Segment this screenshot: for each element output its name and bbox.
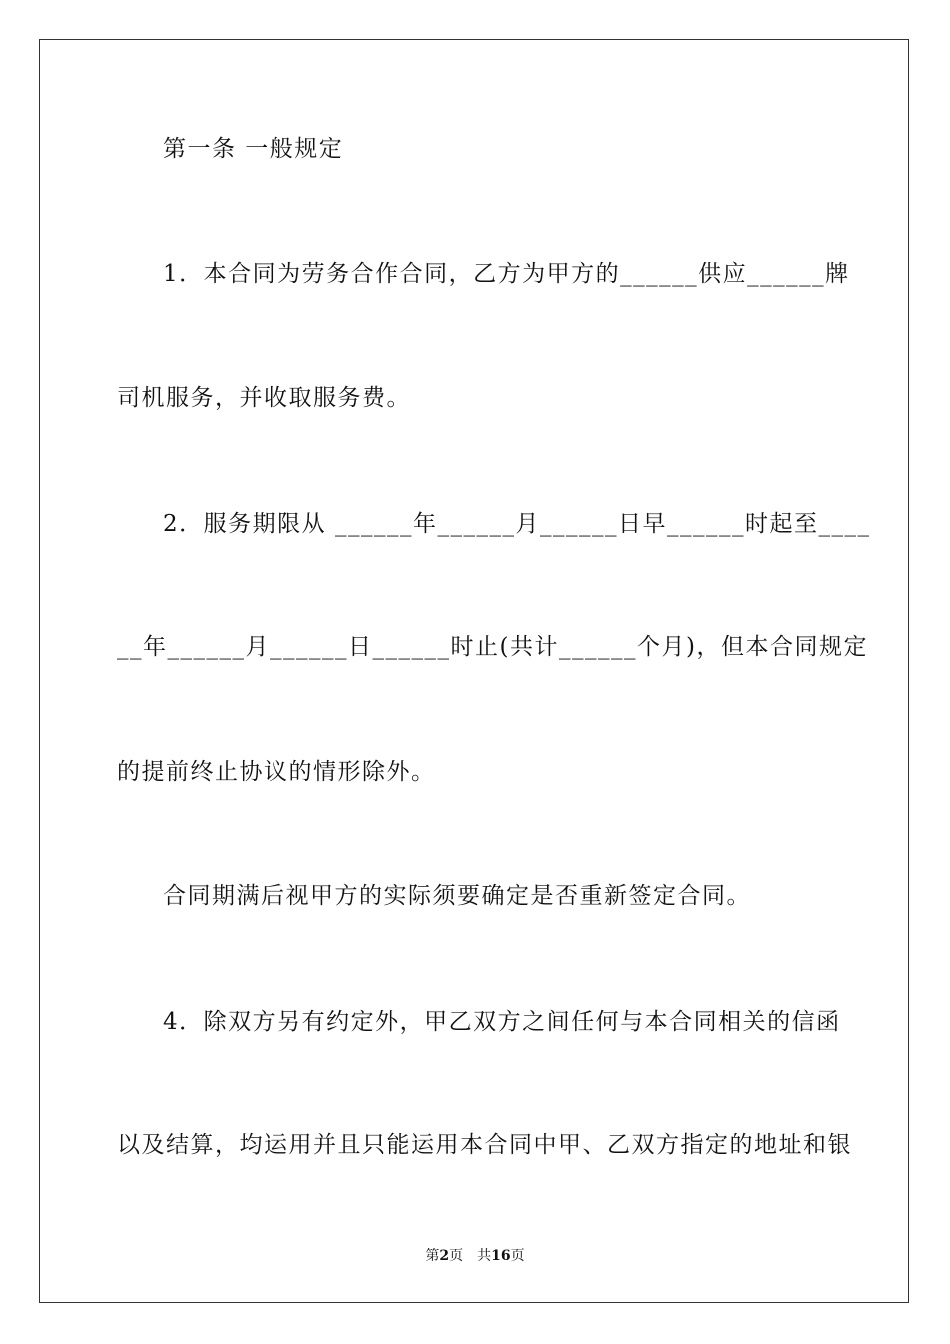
clause-4-line-2: 以及结算，均运用并且只能运用本合同中甲、乙双方指定的地址和银: [117, 1132, 852, 1158]
page-suffix: 页: [449, 1248, 464, 1264]
clause-2-line-3: 的提前终止协议的情形除外。: [117, 759, 436, 785]
clause-2-line-2: __年______月______日______时止(共计______个月)，但本合同规定: [117, 634, 868, 660]
clause-3-line-1: 合同期满后视甲方的实际须要确定是否重新签定合同。: [163, 883, 751, 909]
clause-1-line-1: 1．本合同为劳务合作合同，乙方为甲方的______供应______牌: [163, 261, 850, 287]
page-number: 2: [439, 1248, 450, 1264]
total-pages: 16: [491, 1248, 511, 1264]
total-suffix: 页: [510, 1248, 525, 1264]
page-footer: [0, 1246, 950, 1266]
clause-2-line-1: 2．服务期限从 ______年______月______日早______时起至____: [163, 511, 871, 537]
clause-1-line-2: 司机服务，并收取服务费。: [117, 385, 411, 411]
page-prefix: 第: [425, 1248, 440, 1264]
page-border: [39, 39, 909, 1303]
clause-4-line-1: 4．除双方另有约定外，甲乙双方之间任何与本合同相关的信函: [163, 1009, 841, 1035]
total-prefix: 共: [477, 1248, 492, 1264]
section-heading: 第一条 一般规定: [163, 136, 344, 162]
